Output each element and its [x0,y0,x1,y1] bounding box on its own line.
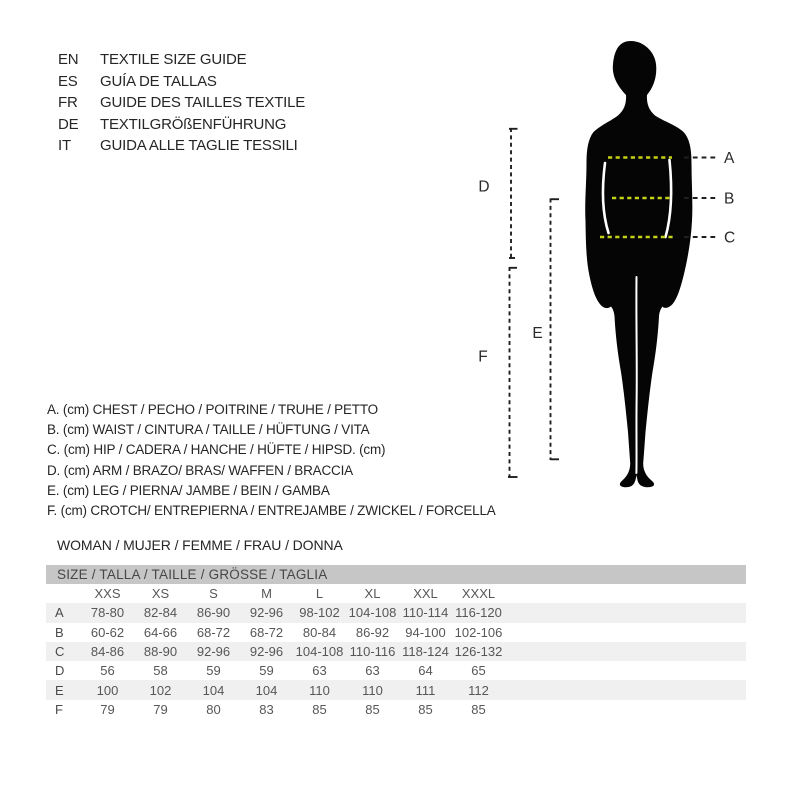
size-name: XL [364,586,381,602]
measure-value: 79 [153,701,168,717]
size-table [46,565,746,719]
language-code: EN [58,51,79,69]
measure-value: 82-84 [143,605,178,621]
measure-value: 68-72 [249,624,284,640]
measure-value: 84-86 [90,644,125,660]
size-name: XS [151,586,170,602]
measure-value: 59 [206,663,221,679]
measure-value: 64 [418,663,433,679]
table-row-crotch [46,700,746,719]
measure-value: 85 [471,701,486,717]
guide-title: TEXTILE SIZE GUIDE [100,51,247,69]
measure-value: 110 [309,682,330,698]
chest-label: A [724,150,735,167]
guide-title: TEXTILGRÖßENFÜHRUNG [100,115,287,133]
language-code: ES [58,72,78,90]
measure-value: 102-106 [454,624,503,640]
size-name: L [315,586,324,602]
row-label: B [55,624,64,640]
measure-value: 68-72 [196,624,231,640]
measure-value: 59 [259,663,274,679]
measure-value: 92-96 [196,644,231,660]
measure-value: 64-66 [143,624,178,640]
measure-value: 126-132 [454,644,503,660]
measure-value: 85 [418,701,433,717]
arm-label: D [478,178,490,196]
measure-value: 65 [471,663,486,679]
leg-label: E [532,325,543,342]
measure-value: 86-90 [196,605,231,621]
measure-value: 110-116 [349,644,396,660]
measurement-legend [47,399,496,521]
hip-label: C [724,229,736,247]
size-name: M [261,586,272,602]
crotch-label: F [478,348,488,366]
gender-heading: WOMAN / MUJER / FEMME / FRAU / DONNA [57,537,343,553]
size-name: XXL [413,586,438,602]
arm-measure-bracket [478,128,517,259]
measure-value: 116-120 [455,605,502,621]
row-label: E [55,682,64,698]
measure-value: 86-92 [355,624,390,640]
measure-value: 111 [415,682,436,698]
size-table-header: SIZE / TALLA / TAILLE / GRÖSSE / TAGLIA [46,565,746,584]
size-name: XXXL [461,586,496,602]
guide-title: GUÍA DE TALLAS [100,72,217,90]
measure-value: 85 [365,701,380,717]
measure-value: 80 [206,701,221,717]
language-code: FR [58,94,78,112]
measure-value: 85 [312,701,327,717]
row-label: F [55,701,63,717]
table-row-arm [46,661,746,680]
woman-silhouette-icon [585,41,692,487]
measure-value: 80-84 [302,624,337,640]
measure-value: 63 [312,663,327,679]
table-row-leg [46,680,746,699]
measure-value: 110 [362,682,383,698]
sizes-header-row [46,584,746,603]
measure-value: 94-100 [405,624,446,640]
measure-value: 104 [202,682,225,698]
measure-value: 60-62 [90,624,125,640]
measure-value: 92-96 [249,605,284,621]
measure-value: 104-108 [295,644,344,660]
row-label: C [55,644,65,660]
leg-measure-bracket [532,199,559,461]
measure-value: 78-80 [90,605,125,621]
guide-title: GUIDA ALLE TAGLIE TESSILI [100,137,298,155]
measure-value: 79 [100,701,115,717]
measure-value: 88-90 [143,644,178,660]
table-row-waist [46,623,746,642]
legend-item-waist: B. (cm) WAIST / CINTURA / TAILLE / HÜFTUNG / VITA [47,421,370,437]
guide-title: GUIDE DES TAILLES TEXTILE [100,94,306,112]
table-row-chest [46,603,746,622]
legend-item-chest: A. (cm) CHEST / PECHO / POITRINE / TRUHE / PETTO [47,401,378,417]
language-code: IT [58,137,71,155]
size-name: S [209,586,218,602]
measure-value: 56 [100,663,115,679]
measure-value: 112 [468,682,489,698]
row-label: D [55,663,65,679]
table-row-hip [46,642,746,661]
legend-item-crotch: F. (cm) CROTCH/ ENTREPIERNA / ENTREJAMBE / ZWICKEL / FORCELLA [47,503,496,519]
measure-value: 83 [259,701,274,717]
measure-value: 104 [255,682,278,698]
legend-item-leg: E. (cm) LEG / PIERNA/ JAMBE / BEIN / GAMBA [47,482,330,498]
measure-value: 92-96 [249,644,284,660]
measure-value: 58 [153,663,168,679]
measure-value: 100 [96,682,119,698]
measure-value: 104-108 [348,605,397,621]
measure-value: 110-114 [402,605,449,621]
legend-item-hip: C. (cm) HIP / CADERA / HANCHE / HÜFTE / HIPSD. (cm) [47,442,386,458]
size-name: XXS [94,586,121,602]
measure-value: 102 [149,682,172,698]
measure-value: 63 [365,663,380,679]
language-code: DE [58,115,79,133]
waist-label: B [724,190,735,208]
measure-value: 98-102 [299,605,340,621]
measure-value: 118-124 [402,644,449,660]
legend-item-arm: D. (cm) ARM / BRAZO/ BRAS/ WAFFEN / BRACCIA [47,462,353,478]
row-label: A [55,605,64,621]
